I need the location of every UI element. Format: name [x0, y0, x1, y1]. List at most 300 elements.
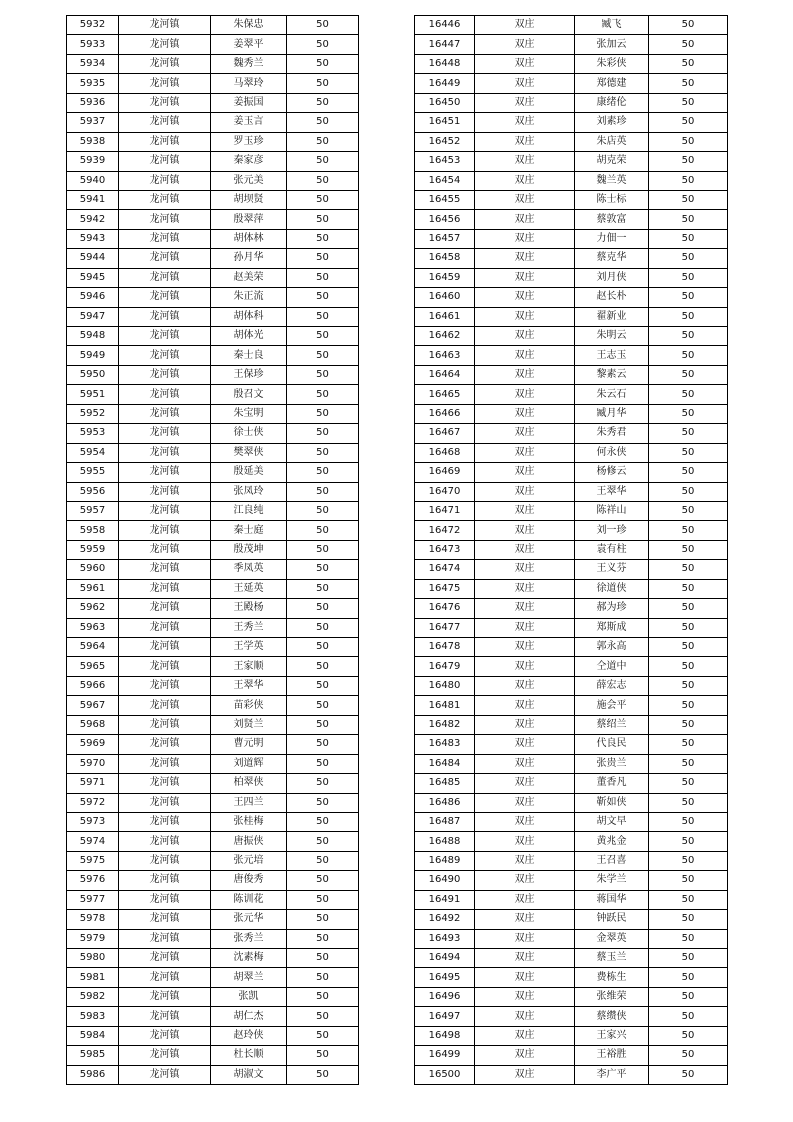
row-number-cell: 5957 — [67, 501, 119, 520]
row-number-cell: 16472 — [415, 521, 475, 540]
town-cell: 双庄 — [475, 346, 575, 365]
row-number-cell: 5959 — [67, 540, 119, 559]
table-row — [415, 949, 728, 968]
name-cell: 赵长朴 — [575, 288, 649, 307]
amount-cell: 50 — [287, 910, 359, 929]
row-number-cell: 5937 — [67, 113, 119, 132]
table-row — [415, 851, 728, 870]
town-cell: 龙河镇 — [119, 190, 211, 209]
table-row — [67, 754, 359, 773]
row-number-cell: 5970 — [67, 754, 119, 773]
amount-cell: 50 — [649, 16, 728, 35]
table-row — [415, 132, 728, 151]
amount-cell: 50 — [287, 638, 359, 657]
name-cell: 胡克荣 — [575, 152, 649, 171]
town-cell: 龙河镇 — [119, 132, 211, 151]
town-cell: 双庄 — [475, 190, 575, 209]
table-row — [415, 968, 728, 987]
town-cell: 双庄 — [475, 54, 575, 73]
name-cell: 黎素云 — [575, 365, 649, 384]
row-number-cell: 16490 — [415, 871, 475, 890]
table-row — [67, 190, 359, 209]
amount-cell: 50 — [649, 618, 728, 637]
town-cell: 双庄 — [475, 871, 575, 890]
row-number-cell: 5977 — [67, 890, 119, 909]
table-row — [415, 871, 728, 890]
amount-cell: 50 — [287, 93, 359, 112]
name-cell: 刘素珍 — [575, 113, 649, 132]
town-cell: 龙河镇 — [119, 968, 211, 987]
table-row — [415, 74, 728, 93]
town-cell: 龙河镇 — [119, 560, 211, 579]
table-row — [415, 404, 728, 423]
amount-cell: 50 — [287, 171, 359, 190]
amount-cell: 50 — [649, 793, 728, 812]
town-cell: 双庄 — [475, 929, 575, 948]
table-row — [415, 560, 728, 579]
name-cell: 张元美 — [211, 171, 287, 190]
name-cell: 钟跃民 — [575, 910, 649, 929]
town-cell: 双庄 — [475, 210, 575, 229]
name-cell: 蔡绍兰 — [575, 715, 649, 734]
row-number-cell: 16499 — [415, 1046, 475, 1065]
town-cell: 龙河镇 — [119, 812, 211, 831]
table-row — [67, 521, 359, 540]
row-number-cell: 5983 — [67, 1007, 119, 1026]
name-cell: 何永侠 — [575, 443, 649, 462]
town-cell: 龙河镇 — [119, 152, 211, 171]
name-cell: 曹元明 — [211, 735, 287, 754]
town-cell: 龙河镇 — [119, 638, 211, 657]
amount-cell: 50 — [649, 424, 728, 443]
table-row — [415, 987, 728, 1006]
table-row — [67, 327, 359, 346]
name-cell: 张桂梅 — [211, 812, 287, 831]
row-number-cell: 16493 — [415, 929, 475, 948]
table-row — [415, 832, 728, 851]
name-cell: 张凯 — [211, 987, 287, 1006]
town-cell: 双庄 — [475, 385, 575, 404]
row-number-cell: 16487 — [415, 812, 475, 831]
row-number-cell: 5943 — [67, 229, 119, 248]
row-number-cell: 5963 — [67, 618, 119, 637]
name-cell: 刘月侠 — [575, 268, 649, 287]
row-number-cell: 5975 — [67, 851, 119, 870]
table-row — [67, 1026, 359, 1045]
town-cell: 双庄 — [475, 1046, 575, 1065]
amount-cell: 50 — [649, 35, 728, 54]
amount-cell: 50 — [287, 832, 359, 851]
amount-cell: 50 — [649, 696, 728, 715]
name-cell: 杜长顺 — [211, 1046, 287, 1065]
row-number-cell: 16485 — [415, 774, 475, 793]
name-cell: 陈士标 — [575, 190, 649, 209]
amount-cell: 50 — [287, 599, 359, 618]
town-cell: 双庄 — [475, 910, 575, 929]
name-cell: 胡翠兰 — [211, 968, 287, 987]
name-cell: 罗玉珍 — [211, 132, 287, 151]
name-cell: 魏秀兰 — [211, 54, 287, 73]
row-number-cell: 5978 — [67, 910, 119, 929]
row-number-cell: 16456 — [415, 210, 475, 229]
amount-cell: 50 — [287, 346, 359, 365]
town-cell: 双庄 — [475, 715, 575, 734]
table-row — [67, 463, 359, 482]
name-cell: 唐俊秀 — [211, 871, 287, 890]
town-cell: 双庄 — [475, 74, 575, 93]
town-cell: 双庄 — [475, 793, 575, 812]
name-cell: 江良纯 — [211, 501, 287, 520]
town-cell: 双庄 — [475, 579, 575, 598]
town-cell: 龙河镇 — [119, 424, 211, 443]
name-cell: 张加云 — [575, 35, 649, 54]
row-number-cell: 16496 — [415, 987, 475, 1006]
row-number-cell: 16479 — [415, 657, 475, 676]
table-row — [415, 152, 728, 171]
amount-cell: 50 — [287, 890, 359, 909]
name-cell: 胡文早 — [575, 812, 649, 831]
table-row — [415, 618, 728, 637]
town-cell: 双庄 — [475, 599, 575, 618]
amount-cell: 50 — [287, 793, 359, 812]
row-number-cell: 16463 — [415, 346, 475, 365]
town-cell: 龙河镇 — [119, 346, 211, 365]
name-cell: 朱彩侠 — [575, 54, 649, 73]
town-cell: 双庄 — [475, 618, 575, 637]
town-cell: 双庄 — [475, 540, 575, 559]
town-cell: 双庄 — [475, 735, 575, 754]
row-number-cell: 5984 — [67, 1026, 119, 1045]
name-cell: 季凤英 — [211, 560, 287, 579]
table-row — [67, 307, 359, 326]
town-cell: 龙河镇 — [119, 16, 211, 35]
town-cell: 双庄 — [475, 560, 575, 579]
town-cell: 龙河镇 — [119, 735, 211, 754]
name-cell: 赵玲侠 — [211, 1026, 287, 1045]
row-number-cell: 5949 — [67, 346, 119, 365]
name-cell: 王志玉 — [575, 346, 649, 365]
name-cell: 王召喜 — [575, 851, 649, 870]
name-cell: 刘道辉 — [211, 754, 287, 773]
town-cell: 龙河镇 — [119, 657, 211, 676]
town-cell: 双庄 — [475, 229, 575, 248]
table-row — [415, 35, 728, 54]
table-row — [67, 657, 359, 676]
name-cell: 朱秀君 — [575, 424, 649, 443]
table-row — [67, 35, 359, 54]
name-cell: 张元培 — [211, 851, 287, 870]
amount-cell: 50 — [287, 404, 359, 423]
table-row — [415, 910, 728, 929]
name-cell: 孙月华 — [211, 249, 287, 268]
town-cell: 龙河镇 — [119, 404, 211, 423]
town-cell: 龙河镇 — [119, 35, 211, 54]
amount-cell: 50 — [287, 560, 359, 579]
town-cell: 龙河镇 — [119, 1026, 211, 1045]
table-row — [67, 910, 359, 929]
row-number-cell: 5976 — [67, 871, 119, 890]
row-number-cell: 16489 — [415, 851, 475, 870]
left-table — [66, 15, 359, 1085]
row-number-cell: 5968 — [67, 715, 119, 734]
table-row — [415, 16, 728, 35]
row-number-cell: 5939 — [67, 152, 119, 171]
amount-cell: 50 — [649, 501, 728, 520]
town-cell: 双庄 — [475, 949, 575, 968]
town-cell: 双庄 — [475, 501, 575, 520]
table-row — [67, 599, 359, 618]
table-row — [67, 871, 359, 890]
amount-cell: 50 — [287, 929, 359, 948]
town-cell: 双庄 — [475, 832, 575, 851]
town-cell: 双庄 — [475, 35, 575, 54]
row-number-cell: 16450 — [415, 93, 475, 112]
row-number-cell: 16476 — [415, 599, 475, 618]
town-cell: 龙河镇 — [119, 463, 211, 482]
name-cell: 朱正流 — [211, 288, 287, 307]
name-cell: 费栋生 — [575, 968, 649, 987]
town-cell: 双庄 — [475, 327, 575, 346]
town-cell: 双庄 — [475, 268, 575, 287]
name-cell: 郝为珍 — [575, 599, 649, 618]
table-row — [67, 618, 359, 637]
town-cell: 龙河镇 — [119, 851, 211, 870]
row-number-cell: 16454 — [415, 171, 475, 190]
amount-cell: 50 — [287, 152, 359, 171]
town-cell: 龙河镇 — [119, 307, 211, 326]
row-number-cell: 16469 — [415, 463, 475, 482]
table-row — [67, 832, 359, 851]
table-row — [67, 968, 359, 987]
name-cell: 代良民 — [575, 735, 649, 754]
table-row — [415, 501, 728, 520]
row-number-cell: 16467 — [415, 424, 475, 443]
table-row — [67, 987, 359, 1006]
amount-cell: 50 — [649, 152, 728, 171]
amount-cell: 50 — [287, 968, 359, 987]
town-cell: 龙河镇 — [119, 385, 211, 404]
row-number-cell: 16483 — [415, 735, 475, 754]
row-number-cell: 16459 — [415, 268, 475, 287]
town-cell: 龙河镇 — [119, 987, 211, 1006]
name-cell: 胡仁杰 — [211, 1007, 287, 1026]
table-row — [415, 793, 728, 812]
town-cell: 龙河镇 — [119, 890, 211, 909]
town-cell: 龙河镇 — [119, 54, 211, 73]
town-cell: 龙河镇 — [119, 327, 211, 346]
amount-cell: 50 — [649, 871, 728, 890]
row-number-cell: 16455 — [415, 190, 475, 209]
amount-cell: 50 — [287, 618, 359, 637]
town-cell: 双庄 — [475, 152, 575, 171]
amount-cell: 50 — [287, 35, 359, 54]
row-number-cell: 5944 — [67, 249, 119, 268]
amount-cell: 50 — [649, 754, 728, 773]
town-cell: 龙河镇 — [119, 210, 211, 229]
table-row — [415, 1046, 728, 1065]
town-cell: 双庄 — [475, 132, 575, 151]
amount-cell: 50 — [287, 851, 359, 870]
row-number-cell: 16468 — [415, 443, 475, 462]
town-cell: 双庄 — [475, 249, 575, 268]
row-number-cell: 16495 — [415, 968, 475, 987]
town-cell: 双庄 — [475, 16, 575, 35]
row-number-cell: 5960 — [67, 560, 119, 579]
town-cell: 龙河镇 — [119, 521, 211, 540]
town-cell: 龙河镇 — [119, 696, 211, 715]
name-cell: 翟新业 — [575, 307, 649, 326]
table-row — [67, 540, 359, 559]
table-row — [415, 1065, 728, 1084]
amount-cell: 50 — [649, 599, 728, 618]
table-row — [415, 443, 728, 462]
table-row — [415, 754, 728, 773]
name-cell: 姜玉言 — [211, 113, 287, 132]
table-row — [67, 152, 359, 171]
table-row — [415, 638, 728, 657]
town-cell: 龙河镇 — [119, 365, 211, 384]
table-row — [415, 696, 728, 715]
name-cell: 仝道中 — [575, 657, 649, 676]
town-cell: 龙河镇 — [119, 832, 211, 851]
row-number-cell: 16470 — [415, 482, 475, 501]
amount-cell: 50 — [287, 249, 359, 268]
table-row — [67, 404, 359, 423]
town-cell: 双庄 — [475, 1007, 575, 1026]
amount-cell: 50 — [649, 851, 728, 870]
row-number-cell: 5962 — [67, 599, 119, 618]
row-number-cell: 5932 — [67, 16, 119, 35]
name-cell: 朱明云 — [575, 327, 649, 346]
table-row — [67, 424, 359, 443]
name-cell: 蔡克华 — [575, 249, 649, 268]
table-row — [415, 288, 728, 307]
amount-cell: 50 — [287, 113, 359, 132]
town-cell: 双庄 — [475, 754, 575, 773]
amount-cell: 50 — [287, 754, 359, 773]
row-number-cell: 5955 — [67, 463, 119, 482]
town-cell: 龙河镇 — [119, 540, 211, 559]
table-row — [415, 1026, 728, 1045]
name-cell: 郭永高 — [575, 638, 649, 657]
town-cell: 龙河镇 — [119, 754, 211, 773]
amount-cell: 50 — [287, 16, 359, 35]
name-cell: 朱保忠 — [211, 16, 287, 35]
amount-cell: 50 — [649, 229, 728, 248]
town-cell: 龙河镇 — [119, 171, 211, 190]
row-number-cell: 5956 — [67, 482, 119, 501]
town-cell: 双庄 — [475, 93, 575, 112]
table-row — [415, 735, 728, 754]
amount-cell: 50 — [649, 190, 728, 209]
name-cell: 唐振侠 — [211, 832, 287, 851]
name-cell: 沈素梅 — [211, 949, 287, 968]
amount-cell: 50 — [649, 385, 728, 404]
row-number-cell: 16482 — [415, 715, 475, 734]
table-row — [67, 171, 359, 190]
amount-cell: 50 — [649, 987, 728, 1006]
town-cell: 双庄 — [475, 812, 575, 831]
name-cell: 黄兆金 — [575, 832, 649, 851]
amount-cell: 50 — [287, 949, 359, 968]
table-row — [415, 229, 728, 248]
town-cell: 双庄 — [475, 851, 575, 870]
amount-cell: 50 — [287, 327, 359, 346]
amount-cell: 50 — [287, 812, 359, 831]
amount-cell: 50 — [287, 715, 359, 734]
amount-cell: 50 — [649, 288, 728, 307]
name-cell: 朱宝明 — [211, 404, 287, 423]
row-number-cell: 16497 — [415, 1007, 475, 1026]
table-row — [415, 327, 728, 346]
name-cell: 朱店英 — [575, 132, 649, 151]
row-number-cell: 5935 — [67, 74, 119, 93]
name-cell: 张元华 — [211, 910, 287, 929]
row-number-cell: 5933 — [67, 35, 119, 54]
name-cell: 张维荣 — [575, 987, 649, 1006]
town-cell: 龙河镇 — [119, 93, 211, 112]
row-number-cell: 16466 — [415, 404, 475, 423]
row-number-cell: 16462 — [415, 327, 475, 346]
row-number-cell: 5961 — [67, 579, 119, 598]
row-number-cell: 16464 — [415, 365, 475, 384]
amount-cell: 50 — [287, 424, 359, 443]
town-cell: 龙河镇 — [119, 229, 211, 248]
amount-cell: 50 — [287, 482, 359, 501]
town-cell: 双庄 — [475, 365, 575, 384]
row-number-cell: 5942 — [67, 210, 119, 229]
name-cell: 王裕胜 — [575, 1046, 649, 1065]
amount-cell: 50 — [649, 949, 728, 968]
right-table-body — [415, 16, 728, 1085]
town-cell: 双庄 — [475, 404, 575, 423]
amount-cell: 50 — [649, 327, 728, 346]
table-row — [415, 424, 728, 443]
name-cell: 徐道侠 — [575, 579, 649, 598]
town-cell: 双庄 — [475, 638, 575, 657]
table-row — [67, 812, 359, 831]
amount-cell: 50 — [287, 210, 359, 229]
amount-cell: 50 — [649, 482, 728, 501]
town-cell: 双庄 — [475, 968, 575, 987]
table-row — [415, 579, 728, 598]
table-row — [415, 929, 728, 948]
table-row — [67, 949, 359, 968]
amount-cell: 50 — [287, 540, 359, 559]
row-number-cell: 5966 — [67, 676, 119, 695]
name-cell: 袁有柱 — [575, 540, 649, 559]
amount-cell: 50 — [649, 171, 728, 190]
table-row — [415, 307, 728, 326]
table-row — [415, 365, 728, 384]
table-row — [415, 812, 728, 831]
name-cell: 施会平 — [575, 696, 649, 715]
row-number-cell: 5938 — [67, 132, 119, 151]
row-number-cell: 16478 — [415, 638, 475, 657]
table-row — [67, 735, 359, 754]
amount-cell: 50 — [649, 1065, 728, 1084]
table-row — [67, 715, 359, 734]
amount-cell: 50 — [287, 987, 359, 1006]
name-cell: 胡坝贤 — [211, 190, 287, 209]
town-cell: 龙河镇 — [119, 1065, 211, 1084]
name-cell: 王家兴 — [575, 1026, 649, 1045]
name-cell: 杨修云 — [575, 463, 649, 482]
table-row — [67, 676, 359, 695]
amount-cell: 50 — [649, 1007, 728, 1026]
row-number-cell: 16460 — [415, 288, 475, 307]
name-cell: 秦士良 — [211, 346, 287, 365]
